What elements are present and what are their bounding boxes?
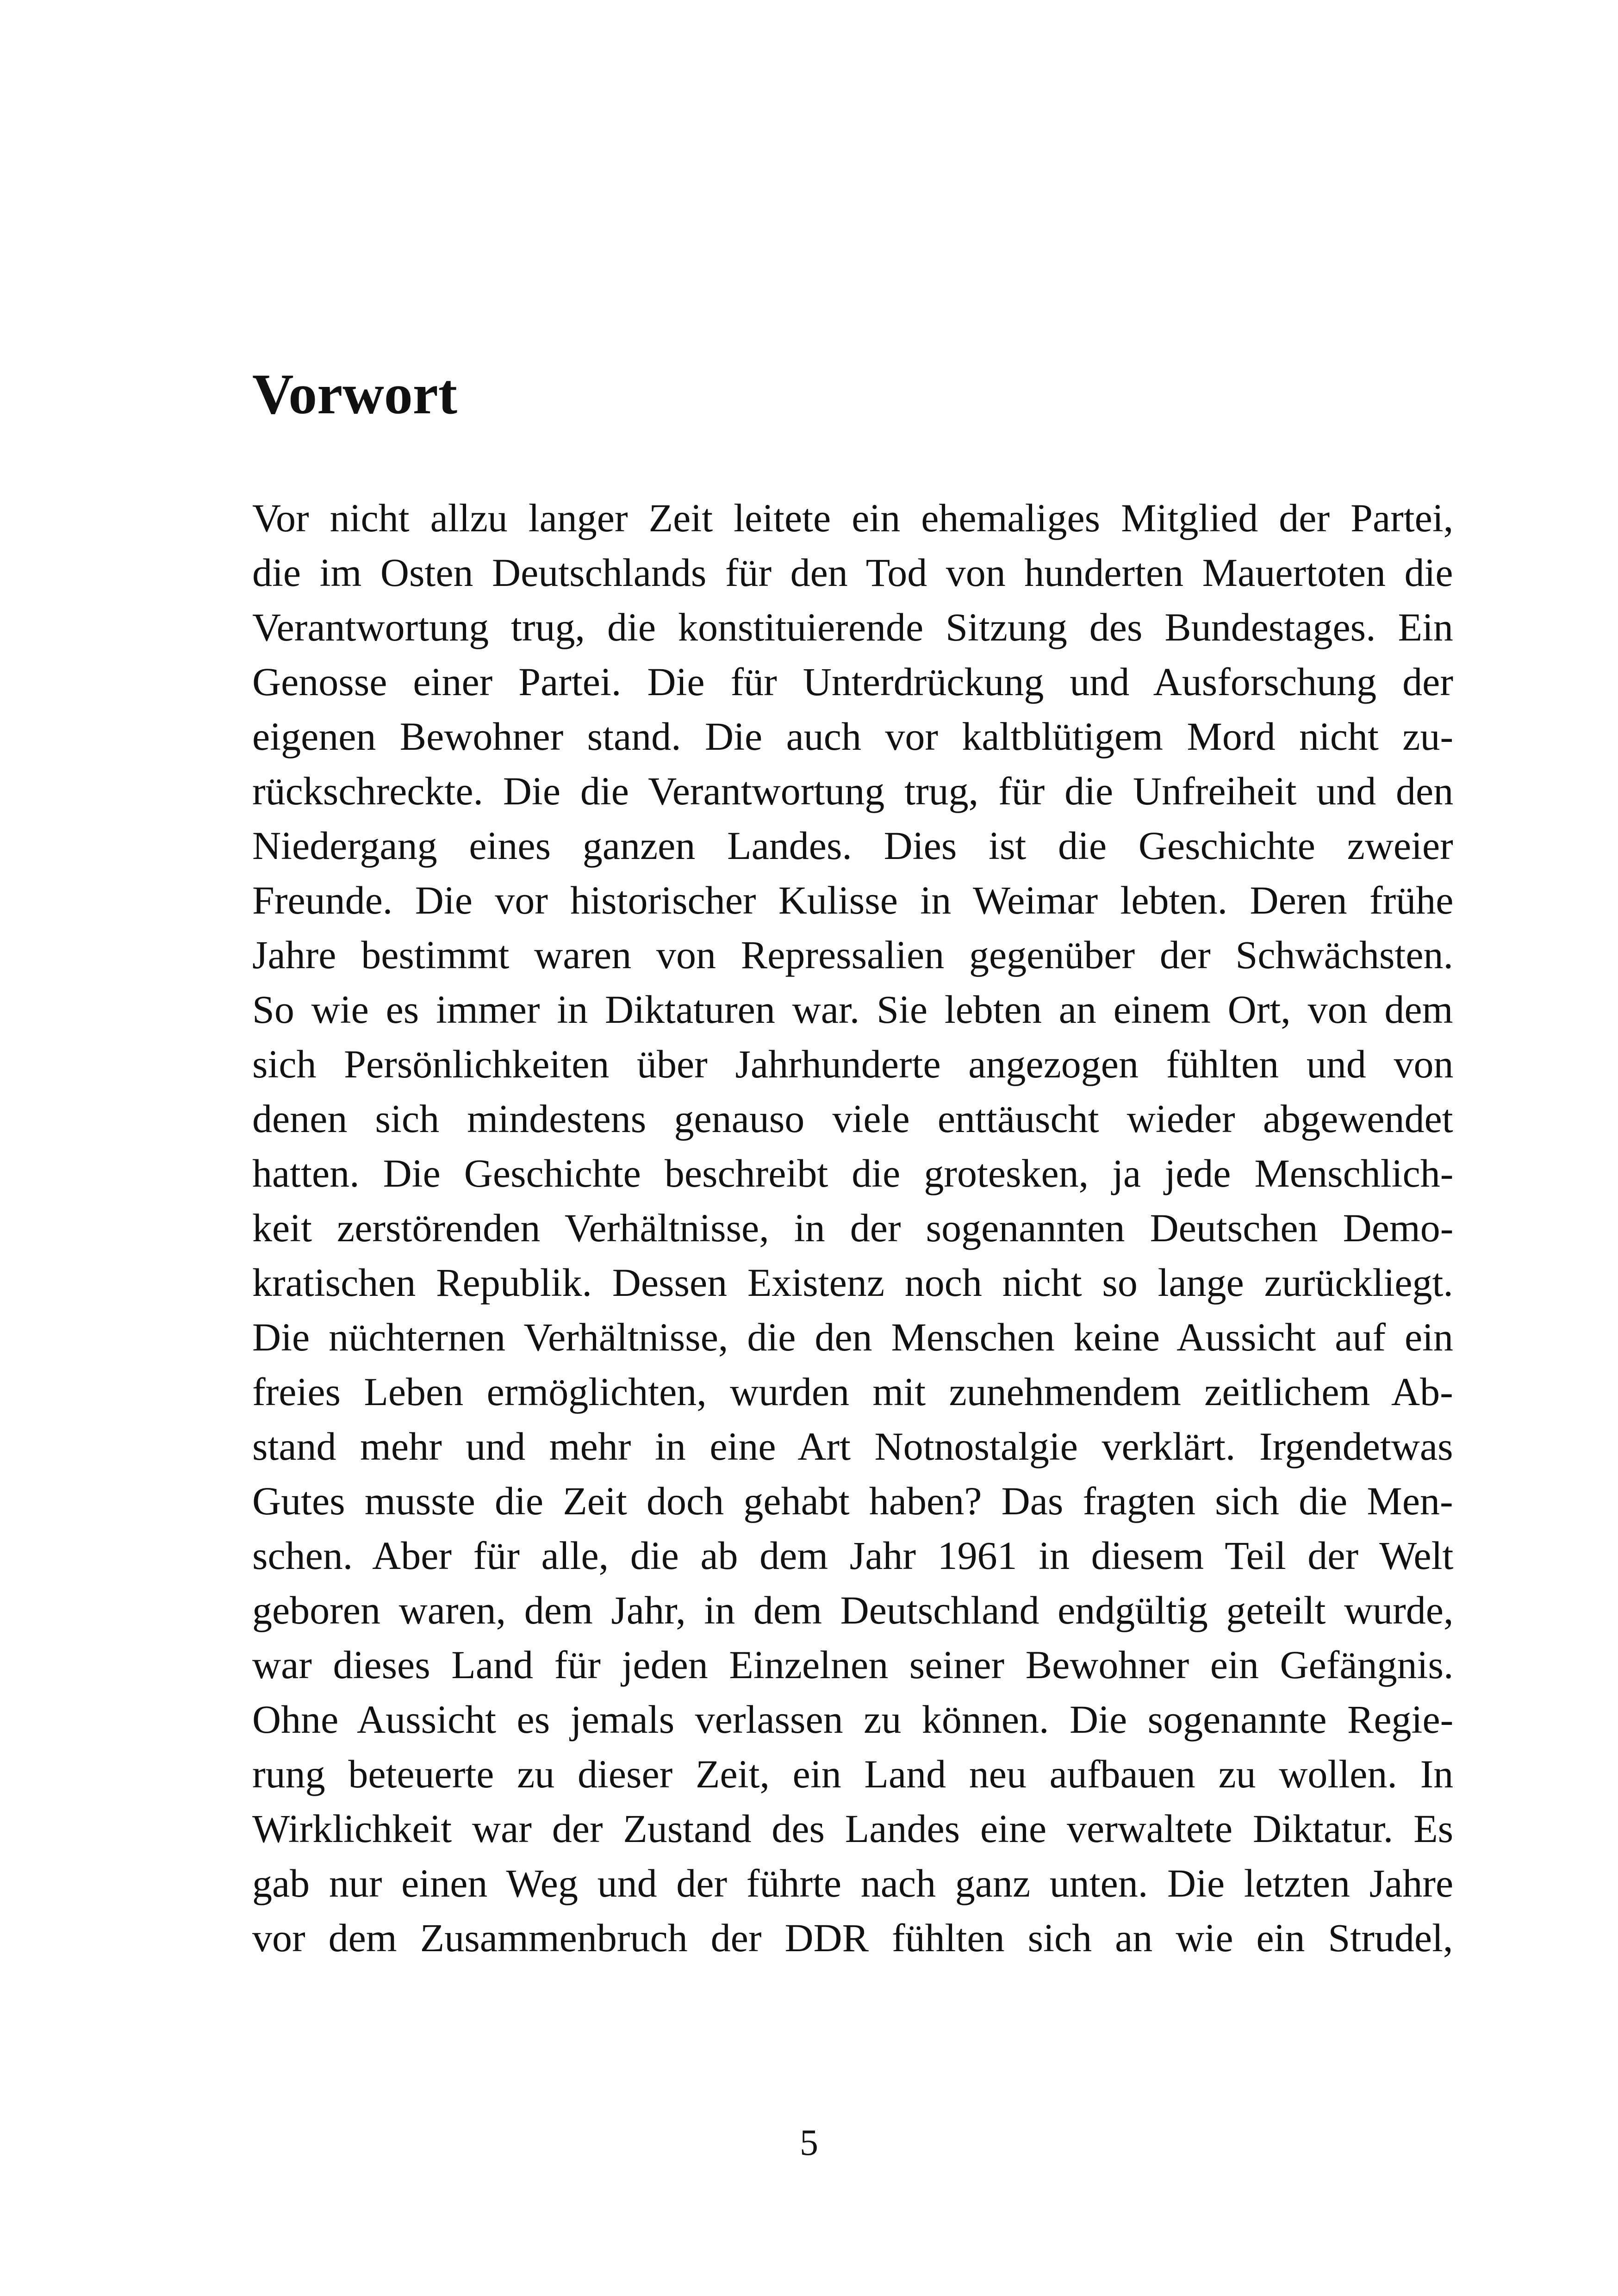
page-number: 5: [800, 2122, 818, 2163]
text-line: Die nüchternen Verhältnisse, die den Menschen keine Aussicht auf ein: [252, 1315, 1454, 1359]
text-line: schen. Aber für alle, die ab dem Jahr 1961 in diesem Teil der Welt: [252, 1533, 1454, 1578]
text-line: kratischen Republik. Dessen Existenz noch nicht so lange zurückliegt.: [252, 1260, 1453, 1305]
text-line: hatten. Die Geschichte beschreibt die grotesken, ja jede Menschlich-: [252, 1151, 1454, 1195]
text-line: eigenen Bewohner stand. Die auch vor kaltblütigem Mord nicht zu-: [252, 714, 1454, 759]
text-line: So wie es immer in Diktaturen war. Sie lebten an einem Ort, von dem: [252, 987, 1453, 1032]
text-line: vor dem Zusammenbruch der DDR fühlten sich an wie ein Strudel,: [252, 1916, 1453, 1960]
text-line: gab nur einen Weg und der führte nach ganz unten. Die letzten Jahre: [252, 1861, 1454, 1905]
body-paragraph: [252, 491, 1453, 1965]
text-line: denen sich mindestens genauso viele enttäuscht wieder abgewendet: [252, 1096, 1453, 1141]
text-line: Genosse einer Partei. Die für Unterdrückung und Ausforschung der: [252, 660, 1453, 704]
chapter-heading: Vorwort: [252, 362, 458, 426]
text-line: Wirklichkeit war der Zustand des Landes eine verwaltete Diktatur. Es: [252, 1806, 1454, 1851]
text-line: Gutes musste die Zeit doch gehabt haben? Das fragten sich die Men-: [252, 1479, 1453, 1523]
text-line: Freunde. Die vor historischer Kulisse in Weimar lebten. Deren frühe: [252, 878, 1454, 922]
text-line: Vor nicht allzu langer Zeit leitete ein ehemaliges Mitglied der Partei,: [252, 496, 1454, 540]
text-line: sich Persönlichkeiten über Jahrhunderte angezogen fühlten und von: [252, 1042, 1454, 1086]
text-line: Verantwortung trug, die konstituierende Sitzung des Bundestages. Ein: [252, 605, 1453, 649]
text-line: stand mehr und mehr in eine Art Notnostalgie verklärt. Irgendetwas: [252, 1424, 1453, 1468]
text-line: keit zerstörenden Verhältnisse, in der sogenannten Deutschen Demo-: [252, 1206, 1454, 1250]
text-line: geboren waren, dem Jahr, in dem Deutschland endgültig geteilt wurde,: [252, 1588, 1454, 1632]
text-line: war dieses Land für jeden Einzelnen seiner Bewohner ein Gefängnis.: [252, 1643, 1454, 1687]
text-line: Ohne Aussicht es jemals verlassen zu können. Die sogenannte Regie-: [252, 1697, 1454, 1742]
text-line: freies Leben ermöglichten, wurden mit zunehmendem zeitlichem Ab-: [252, 1369, 1453, 1414]
text-line: rückschreckte. Die die Verantwortung trug, für die Unfreiheit und den: [252, 769, 1454, 813]
text-line: die im Osten Deutschlands für den Tod von hunderten Mauertoten die: [252, 550, 1453, 595]
text-line: Jahre bestimmt waren von Repressalien gegenüber der Schwächsten.: [252, 933, 1453, 977]
text-line: Niedergang eines ganzen Landes. Dies ist die Geschichte zweier: [252, 823, 1453, 868]
text-line: rung beteuerte zu dieser Zeit, ein Land neu aufbauen zu wollen. In: [252, 1752, 1454, 1796]
